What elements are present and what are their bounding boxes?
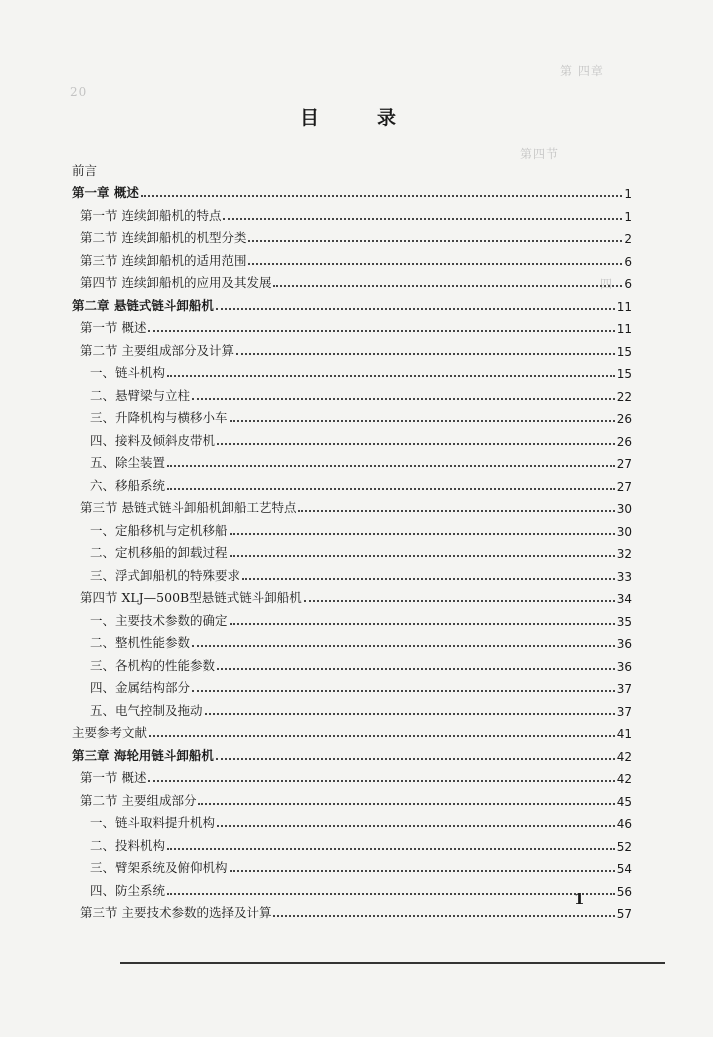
dot-leader (167, 464, 615, 467)
dot-leader (248, 239, 622, 242)
dot-leader (230, 622, 615, 625)
toc-entry-page: 33 (616, 569, 632, 584)
toc-entry-page: 45 (616, 794, 632, 809)
toc-row (72, 809, 632, 832)
toc-entry-label: 第二节 主要组成部分及计算 (80, 342, 234, 358)
dot-leader (141, 194, 623, 197)
toc-row (72, 314, 632, 337)
toc-row (72, 719, 632, 742)
dot-leader (167, 847, 615, 850)
toc-entry-label: 第四节 XLJ—500B型悬链式链斗卸船机 (80, 590, 302, 605)
toc-entry-label: 第三章 海轮用链斗卸船机 (72, 747, 214, 763)
dot-leader (216, 757, 615, 760)
toc-entry-label: 三、升降机构与横移小车 (90, 410, 228, 425)
toc-chapter-row (72, 291, 632, 314)
toc-entry-label: 一、定船移机与定机移船 (90, 522, 228, 538)
toc-row (72, 764, 632, 787)
toc-entry-page: 11 (616, 299, 632, 314)
toc-entry-page: 56 (616, 884, 632, 899)
toc-entry-page: 15 (616, 367, 632, 381)
toc-row (72, 471, 632, 494)
toc-entry-page: 36 (616, 637, 632, 651)
toc-entry-page: 6 (624, 277, 632, 291)
toc-entry-label: 第一节 概述 (80, 320, 147, 335)
toc-entry-page: 27 (616, 479, 632, 494)
dot-leader (304, 599, 615, 602)
dot-leader (216, 307, 615, 310)
toc-row (72, 336, 632, 359)
toc-row (72, 899, 632, 922)
toc-entry-page: 41 (616, 727, 632, 741)
toc-row (72, 696, 632, 719)
toc-row (72, 224, 632, 247)
toc-entry-label: 第二节 主要组成部分 (80, 792, 197, 808)
dot-leader (273, 914, 614, 917)
toc-entry-label: 二、定机移船的卸载过程 (90, 545, 228, 560)
toc-entry-page: 34 (616, 592, 632, 606)
toc-entry-page: 27 (616, 457, 632, 471)
toc-entry-label: 三、浮式卸船机的特殊要求 (90, 567, 241, 583)
dot-leader (230, 532, 615, 535)
toc-row (72, 584, 632, 607)
toc-entry-label: 六、移船系统 (90, 477, 166, 493)
toc-entry-page: 37 (616, 682, 632, 696)
toc-entry-page: 54 (616, 862, 632, 876)
dot-leader (167, 487, 615, 490)
toc-entry-label: 四、接料及倾斜皮带机 (90, 432, 216, 448)
toc-chapter-row (72, 179, 632, 202)
toc-entry-page: 37 (616, 704, 632, 719)
dot-leader (236, 352, 615, 355)
toc-entry-page: 1 (624, 209, 632, 224)
toc-row (72, 651, 632, 674)
toc-row (72, 516, 632, 539)
toc-row (72, 876, 632, 899)
dot-leader (198, 802, 614, 805)
toc-entry-page: 26 (616, 412, 632, 426)
toc-row (72, 156, 632, 179)
dot-leader (192, 397, 615, 400)
dot-leader (217, 667, 615, 670)
toc-entry-label: 五、电气控制及拖动 (90, 702, 203, 718)
toc-row (72, 786, 632, 809)
toc-entry-label: 二、投料机构 (90, 837, 166, 853)
bottom-rule (120, 962, 665, 964)
dot-leader (217, 442, 615, 445)
dot-leader (148, 779, 614, 782)
toc-entry-label: 一、链斗机构 (90, 365, 166, 380)
bleed-through-text: 20 (70, 85, 88, 99)
toc-entry-label: 第三节 悬链式链斗卸船机卸船工艺特点 (80, 500, 297, 515)
toc-entry-page: 6 (624, 254, 632, 269)
toc-entry-label: 二、悬臂梁与立柱 (90, 387, 191, 403)
table-of-contents (72, 156, 632, 921)
toc-row (72, 381, 632, 404)
dot-leader (192, 689, 615, 692)
dot-leader (192, 644, 615, 647)
toc-entry-label: 第四节 连续卸船机的应用及其发展 (80, 275, 272, 290)
toc-entry-label: 前言 (72, 162, 98, 178)
toc-entry-label: 主要参考文献 (72, 725, 148, 740)
dot-leader (149, 734, 615, 737)
toc-entry-label: 第二节 连续卸船机的机型分类 (80, 230, 247, 245)
toc-entry-page: 35 (616, 614, 632, 629)
toc-row (72, 494, 632, 517)
toc-row (72, 201, 632, 224)
toc-entry-page: 36 (616, 659, 632, 674)
toc-entry-label: 二、整机性能参数 (90, 635, 191, 650)
dot-leader (148, 329, 614, 332)
toc-entry-label: 一、链斗取料提升机构 (90, 815, 216, 830)
toc-entry-label: 第一节 连续卸船机的特点 (80, 207, 222, 223)
toc-entry-page: 1 (624, 187, 632, 201)
toc-entry-label: 第二章 悬链式链斗卸船机 (72, 297, 214, 313)
toc-entry-page: 42 (616, 772, 632, 786)
toc-row (72, 674, 632, 697)
toc-row (72, 246, 632, 269)
dot-leader (273, 284, 622, 287)
toc-row (72, 404, 632, 427)
dot-leader (248, 262, 622, 265)
toc-row (72, 629, 632, 652)
toc-entry-label: 三、臂架系统及俯仰机构 (90, 860, 228, 875)
bleed-through-text: 第 四章 (560, 64, 604, 78)
toc-entry-label: 三、各机构的性能参数 (90, 657, 216, 673)
toc-entry-page: 22 (616, 389, 632, 404)
toc-row (72, 449, 632, 472)
dot-leader (298, 509, 614, 512)
toc-row (72, 606, 632, 629)
toc-entry-page: 15 (616, 344, 632, 359)
page-number: 1 (574, 890, 585, 908)
dot-leader (167, 892, 615, 895)
toc-entry-page: 46 (616, 817, 632, 831)
toc-entry-label: 第三节 连续卸船机的适用范围 (80, 252, 247, 268)
toc-entry-page: 52 (616, 839, 632, 854)
page-title: 目录 (300, 107, 455, 129)
toc-chapter-row (72, 741, 632, 764)
dot-leader (205, 712, 615, 715)
toc-row (72, 539, 632, 562)
toc-row (72, 831, 632, 854)
dot-leader (230, 869, 615, 872)
dot-leader (242, 577, 615, 580)
dot-leader (167, 374, 615, 377)
dot-leader (230, 419, 615, 422)
toc-row (72, 854, 632, 877)
toc-entry-page: 2 (624, 232, 632, 246)
toc-entry-label: 四、防尘系统 (90, 882, 166, 898)
dot-leader (223, 217, 622, 220)
dot-leader (217, 824, 615, 827)
toc-entry-page: 42 (616, 749, 632, 764)
bleed-through-text: 四 (600, 277, 614, 291)
dot-leader (230, 554, 615, 557)
toc-entry-page: 30 (616, 502, 632, 516)
toc-entry-page: 26 (616, 434, 632, 449)
toc-entry-label: 第一章 概述 (72, 185, 139, 200)
toc-entry-label: 四、金属结构部分 (90, 680, 191, 695)
toc-entry-label: 第一节 概述 (80, 770, 147, 785)
toc-row (72, 359, 632, 382)
toc-entry-page: 32 (616, 547, 632, 561)
toc-row (72, 561, 632, 584)
toc-entry-page: 11 (616, 322, 632, 336)
toc-row (72, 426, 632, 449)
toc-entry-page: 57 (616, 907, 632, 921)
bleed-through-text: 第四节 (520, 147, 560, 161)
toc-entry-label: 一、主要技术参数的确定 (90, 612, 228, 628)
toc-entry-label: 五、除尘装置 (90, 455, 166, 470)
toc-entry-label: 第三节 主要技术参数的选择及计算 (80, 905, 272, 920)
toc-row (72, 269, 632, 292)
toc-entry-page: 30 (616, 524, 632, 539)
